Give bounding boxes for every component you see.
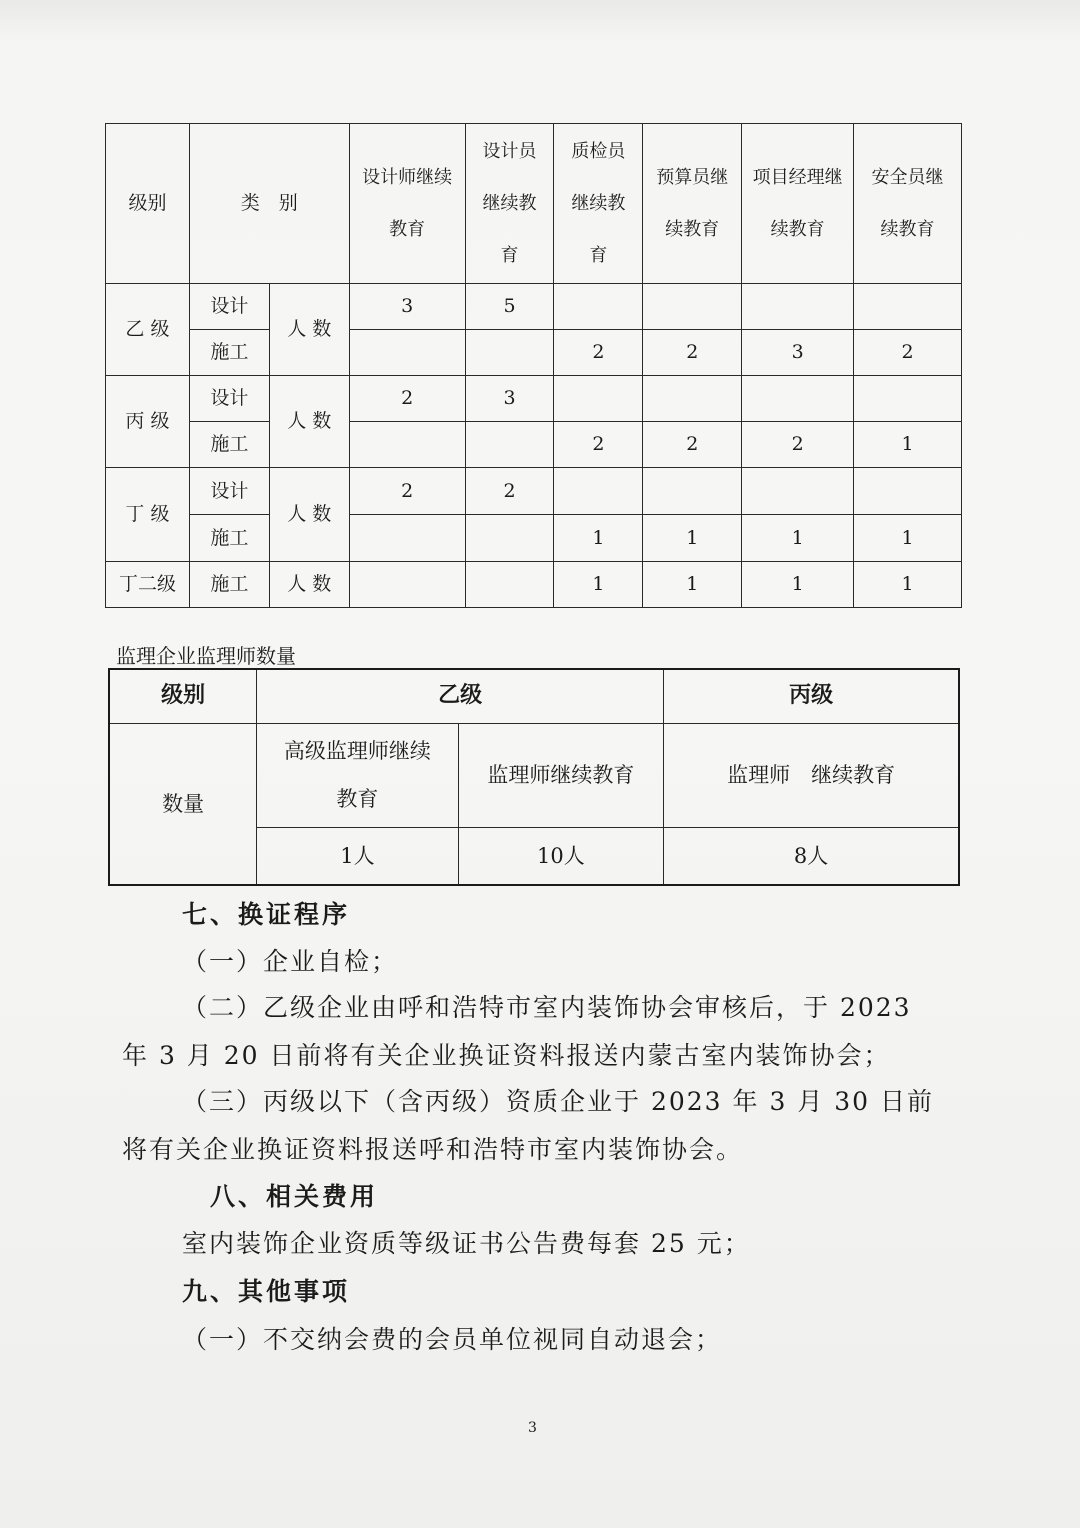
sub-build: 施工	[189, 515, 269, 562]
cell	[465, 330, 554, 376]
cell: 1	[643, 515, 742, 562]
table-row	[106, 562, 962, 608]
cell: 1	[854, 562, 962, 608]
header-bing: 丙级	[664, 669, 959, 723]
senior-supervisor-edu: 高级监理师继续 教育	[257, 723, 459, 827]
cell	[742, 284, 854, 330]
cell	[349, 515, 465, 562]
sub-build: 施工	[189, 562, 269, 608]
cell: 2	[643, 422, 742, 468]
paragraph: 年 3 月 20 日前将有关企业换证资料报送内蒙古室内装饰协会；	[122, 1041, 891, 1070]
header-category: 类 别	[189, 124, 349, 284]
cell	[349, 330, 465, 376]
cell	[854, 468, 962, 515]
table-row	[106, 284, 962, 330]
unit-label: 人 数	[269, 562, 349, 608]
section-9-heading: 九、其他事项	[182, 1277, 351, 1306]
supervision-label: 监理企业监理师数量	[116, 644, 296, 668]
unit-label: 人 数	[269, 376, 349, 468]
header-level: 级别	[109, 669, 257, 723]
supervisor-count-table	[108, 668, 960, 886]
cell: 2	[349, 376, 465, 422]
header-yi: 乙级	[257, 669, 664, 723]
cell: 2	[554, 330, 643, 376]
page-number: 3	[528, 1420, 537, 1436]
cell: 2	[554, 422, 643, 468]
cell: 3	[349, 284, 465, 330]
paragraph: （一）不交纳会费的会员单位视同自动退会；	[182, 1325, 723, 1354]
unit-label: 人 数	[269, 468, 349, 562]
cell: 3	[742, 330, 854, 376]
paragraph: （三）丙级以下（含丙级）资质企业于 2023 年 3 月 30 日前	[182, 1087, 935, 1116]
cell	[854, 284, 962, 330]
cell	[465, 562, 554, 608]
cell	[643, 376, 742, 422]
cell	[554, 468, 643, 515]
continuing-education-table	[105, 123, 962, 608]
sub-design: 设计	[189, 284, 269, 330]
cell: 3	[465, 376, 554, 422]
sub-design: 设计	[189, 468, 269, 515]
paragraph: （二）乙级企业由呼和浩特市室内装饰协会审核后，于 2023	[182, 993, 912, 1022]
cell: 1	[854, 422, 962, 468]
table-header-row	[109, 669, 959, 723]
cell: 2	[742, 422, 854, 468]
header-budget-edu: 预算员继 续教育	[643, 124, 742, 284]
cell	[554, 284, 643, 330]
level-ding-two: 丁二级	[106, 562, 190, 608]
table-row	[109, 723, 959, 827]
cell: 10人	[458, 827, 664, 885]
table-header-row	[106, 124, 962, 284]
cell	[643, 284, 742, 330]
header-design-staff-edu: 设计员 继续教 育	[465, 124, 554, 284]
cell	[742, 468, 854, 515]
level-ding: 丁 级	[106, 468, 190, 562]
cell	[643, 468, 742, 515]
header-level: 级别	[106, 124, 190, 284]
sub-build: 施工	[189, 330, 269, 376]
level-yi: 乙 级	[106, 284, 190, 376]
cell: 1	[554, 515, 643, 562]
cell: 1人	[257, 827, 459, 885]
cell: 1	[742, 562, 854, 608]
cell: 1	[643, 562, 742, 608]
qty-label: 数量	[109, 723, 257, 885]
paragraph: 室内装饰企业资质等级证书公告费每套 25 元；	[182, 1229, 751, 1258]
cell: 5	[465, 284, 554, 330]
paragraph: 将有关企业换证资料报送呼和浩特市室内装饰协会。	[122, 1135, 744, 1164]
header-designer-edu: 设计师继续 教育	[349, 124, 465, 284]
cell	[854, 376, 962, 422]
section-7-heading: 七、换证程序	[182, 900, 351, 929]
sub-design: 设计	[189, 376, 269, 422]
cell	[349, 562, 465, 608]
cell: 2	[854, 330, 962, 376]
cell: 1	[854, 515, 962, 562]
header-pm-edu: 项目经理继 续教育	[742, 124, 854, 284]
cell	[742, 376, 854, 422]
paragraph: （一）企业自检；	[182, 947, 399, 976]
cell	[349, 422, 465, 468]
table-row	[106, 422, 962, 468]
cell	[554, 376, 643, 422]
sub-build: 施工	[189, 422, 269, 468]
table-row	[106, 468, 962, 515]
level-bing: 丙 级	[106, 376, 190, 468]
header-qc-edu: 质检员 继续教 育	[554, 124, 643, 284]
unit-label: 人 数	[269, 284, 349, 376]
supervisor-edu: 监理师继续教育	[458, 723, 664, 827]
section-8-heading: 八、相关费用	[210, 1182, 379, 1211]
table-row	[106, 330, 962, 376]
cell: 1	[742, 515, 854, 562]
table-row	[106, 376, 962, 422]
bing-supervisor-edu: 监理师 继续教育	[664, 723, 959, 827]
cell: 2	[349, 468, 465, 515]
header-safety-edu: 安全员继 续教育	[854, 124, 962, 284]
cell: 8人	[664, 827, 959, 885]
cell: 2	[465, 468, 554, 515]
cell: 2	[643, 330, 742, 376]
table-row	[106, 515, 962, 562]
cell	[465, 422, 554, 468]
cell: 1	[554, 562, 643, 608]
cell	[465, 515, 554, 562]
